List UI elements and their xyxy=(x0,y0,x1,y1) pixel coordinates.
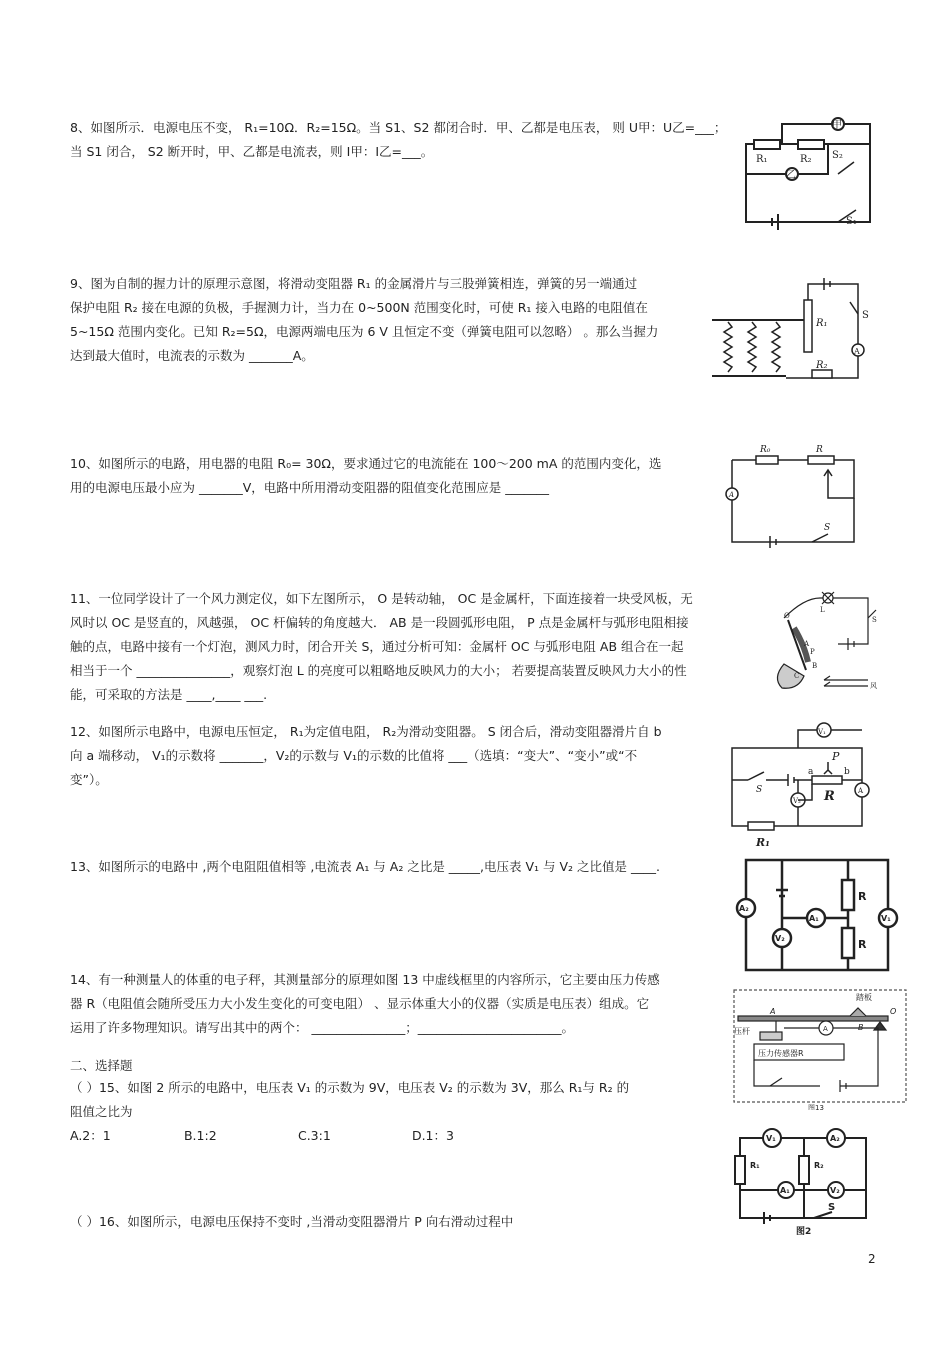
question-15 xyxy=(70,1076,725,1148)
fig8-label-0: 甲 xyxy=(832,120,842,131)
fig12-label-0: V₁ xyxy=(818,728,826,736)
fig10-label-1: R xyxy=(816,445,823,455)
fig12-label-3: a xyxy=(808,767,814,777)
fig11-label-3: O xyxy=(784,612,790,620)
fig15-label-4: A₁ xyxy=(780,1186,790,1195)
fig10-label-0: R₀ xyxy=(760,445,771,455)
fig11-label-5: P xyxy=(810,648,815,656)
question-15-line-2: 阻值之比为 xyxy=(70,1104,133,1119)
question-9 xyxy=(70,272,725,368)
fig11-label-2: A xyxy=(804,640,810,648)
question-14-line-2: 器 R（电阻值会随所受压力大小发生变化的可变电阻） 、显示体重大小的仪器（实质是电压表）组成。它 xyxy=(70,996,650,1011)
fig12-label-5: R xyxy=(824,789,835,804)
fig14-label-4: 压杆 xyxy=(734,1027,750,1036)
question-9-line-1: 9、图为自制的握力计的原理示意图，将滑动变阻器 R₁ 的金属滑片与三股弹簧相连，弹簧的另一端通过 xyxy=(70,276,638,291)
question-9-line-3: 5~15Ω 范围内变化。已知 R₂=5Ω，电源两端电压为 6 V 且恒定不变（弹簧电阻可以忽略） 。那么当握力 xyxy=(70,324,659,339)
fig13-label-4: R xyxy=(858,890,867,903)
question-12-line-2: 向 a 端移动， V₁的示数将 _______，V₂的示数与 V₁的示数的比值将 ___（选填：“变大”、“变小”或“不 xyxy=(70,748,638,763)
fig10-label-3: S xyxy=(824,523,831,533)
question-14-line-1: 14、有一种测量人的体重的电子秤，其测量部分的原理如图 13 中虚线框里的内容所示，它主要由压力传感 xyxy=(70,972,660,987)
fig9-label-1: S xyxy=(862,310,869,321)
option-d: D.1：3 xyxy=(411,1128,454,1143)
figure-q11-wind-meter xyxy=(764,588,884,694)
fig12-label-6: A xyxy=(858,787,864,795)
fig11-label-7: 风 xyxy=(870,682,877,690)
fig15-label-5: V₂ xyxy=(830,1186,840,1195)
question-14 xyxy=(70,968,725,1040)
fig15-label-2: R₁ xyxy=(750,1161,760,1170)
fig14-label-7: 图13 xyxy=(808,1104,824,1110)
fig15-label-6: S xyxy=(828,1202,836,1213)
question-11-line-5: 能，可采取的方法是 ____,____ ___. xyxy=(70,687,268,702)
question-11 xyxy=(70,587,725,707)
question-15-options xyxy=(70,1124,725,1148)
question-11-line-4: 相当于一个 _______________，观察灯泡 L 的亮度可以粗略地反映风力的大小； 若要提高装置反映风力大小的性 xyxy=(70,663,687,678)
question-11-line-3: 触的点，电路中接有一个灯泡，测风力时，闭合开关 S，通过分析可知：金属杆 OC 与弧形电阻 AB 组合在一起 xyxy=(70,639,684,654)
option-b: B.1:2 xyxy=(183,1128,217,1143)
question-16 xyxy=(70,1210,725,1234)
fig15-label-7: 图2 xyxy=(796,1227,812,1237)
fig12-label-7: V₂ xyxy=(793,797,801,805)
fig9-label-2: A xyxy=(854,347,860,356)
question-9-line-2: 保护电阻 R₂ 接在电源的负极，手握测力计，当力在 0~500N 范围变化时，可使 R₁ 接入电路的电阻值在 xyxy=(70,300,648,315)
question-10 xyxy=(70,452,725,500)
question-12-line-1: 12、如图所示电路中，电源电压恒定， R₁为定值电阻， R₂为滑动变阻器。 S 闭合后，滑动变阻器滑片自 b xyxy=(70,724,662,739)
fig12-label-2: S xyxy=(756,785,763,795)
option-c: C.3:1 xyxy=(297,1128,331,1143)
fig12-label-4: b xyxy=(844,767,850,777)
question-13 xyxy=(70,855,725,879)
fig12-label-1: P xyxy=(832,750,840,763)
question-13-line-1: 13、如图所示的电路中 ,两个电阻阻值相等 ,电流表 A₁ 与 A₂ 之比是 _____,电压表 V₁ 与 V₂ 之比值是 ____. xyxy=(70,859,660,874)
question-8 xyxy=(70,116,725,164)
figure-q10-circuit xyxy=(720,440,876,548)
question-12-line-3: 变”）。 xyxy=(70,772,108,787)
fig8-label-2: R₂ xyxy=(800,154,812,165)
question-10-line-1: 10、如图所示的电路，用电器的电阻 R₀= 30Ω，要求通过它的电流能在 100～200 mA 的范围内变化，选 xyxy=(70,456,662,471)
page-number: 2 xyxy=(868,1252,876,1266)
fig15-label-3: R₂ xyxy=(814,1161,824,1170)
question-8-line-2: 当 S1 闭合， S2 断开时，甲、乙都是电流表，则 I甲：I乙=___。 xyxy=(70,144,434,159)
fig9-label-3: R₂ xyxy=(816,360,828,371)
question-11-line-2: 风时以 OC 是竖直的，风越强， OC 杆偏转的角度越大． AB 是一段圆弧形电阻， P 点是金属杆与弧形电阻相接 xyxy=(70,615,689,630)
question-8-line-1: 8、如图所示．电源电压不变， R₁=10Ω．R₂=15Ω。当 S1、S2 都闭合时．甲、乙都是电压表， 则 U甲：U乙=___； xyxy=(70,120,727,135)
question-10-line-2: 用的电源电压最小应为 _______V，电路中所用滑动变阻器的阻值变化范围应是 _______ xyxy=(70,480,549,495)
fig11-label-1: S xyxy=(872,616,877,624)
fig8-label-5: S₁ xyxy=(846,216,857,227)
figure-q15-circuit xyxy=(724,1128,880,1238)
fig11-label-0: L xyxy=(820,606,825,614)
fig13-label-0: A₂ xyxy=(739,904,749,913)
fig13-label-5: R xyxy=(858,938,867,951)
figure-q13-circuit xyxy=(732,854,906,976)
fig8-label-4: 乙 xyxy=(786,170,796,181)
figure-q14-scale xyxy=(730,986,910,1110)
fig9-label-0: R₁ xyxy=(816,318,828,329)
figure-q8-circuit xyxy=(742,116,874,230)
fig14-label-3: B xyxy=(858,1023,864,1032)
section-heading: 二、选择题 xyxy=(70,1058,133,1073)
figure-q12-circuit xyxy=(728,722,874,850)
fig13-label-2: V₂ xyxy=(775,934,785,943)
fig14-label-0: 踏板 xyxy=(856,993,872,1002)
fig11-label-4: B xyxy=(812,662,818,670)
fig8-label-1: R₁ xyxy=(756,154,768,165)
fig13-label-3: V₁ xyxy=(881,914,891,923)
fig14-label-1: O xyxy=(890,1007,897,1016)
fig13-label-1: A₁ xyxy=(809,914,819,923)
question-15-line-1: （ ）15、如图 2 所示的电路中，电压表 V₁ 的示数为 9V，电压表 V₂ 的示数为 3V，那么 R₁与 R₂ 的 xyxy=(70,1080,630,1095)
figure-q9-grip-meter xyxy=(712,270,876,384)
question-11-line-1: 11、一位同学设计了一个风力测定仪，如下左图所示， O 是转动轴， OC 是金属杆，下面连接着一块受风板，无 xyxy=(70,591,693,606)
question-12 xyxy=(70,720,725,792)
fig14-label-2: A xyxy=(770,1007,776,1016)
fig15-label-0: V₁ xyxy=(766,1134,776,1143)
fig14-label-5: A xyxy=(823,1025,828,1033)
question-14-line-3: 运用了许多物理知识。请写出其中的两个： _______________；_______________________。 xyxy=(70,1020,574,1035)
fig11-label-6: C xyxy=(794,672,800,680)
fig12-label-8: R₁ xyxy=(756,836,770,849)
option-a: A.2：1 xyxy=(70,1128,111,1143)
question-16-line-1: （ ）16、如图所示，电源电压保持不变时 ,当滑动变阻器滑片 P 向右滑动过程中 xyxy=(70,1214,514,1229)
fig10-label-2: A xyxy=(729,491,735,499)
fig8-label-3: S₂ xyxy=(832,150,843,161)
fig14-label-6: 压力传感器R xyxy=(758,1049,804,1058)
fig15-label-1: A₂ xyxy=(830,1134,840,1143)
question-9-line-4: 达到最大值时，电流表的示数为 _______A。 xyxy=(70,348,314,363)
